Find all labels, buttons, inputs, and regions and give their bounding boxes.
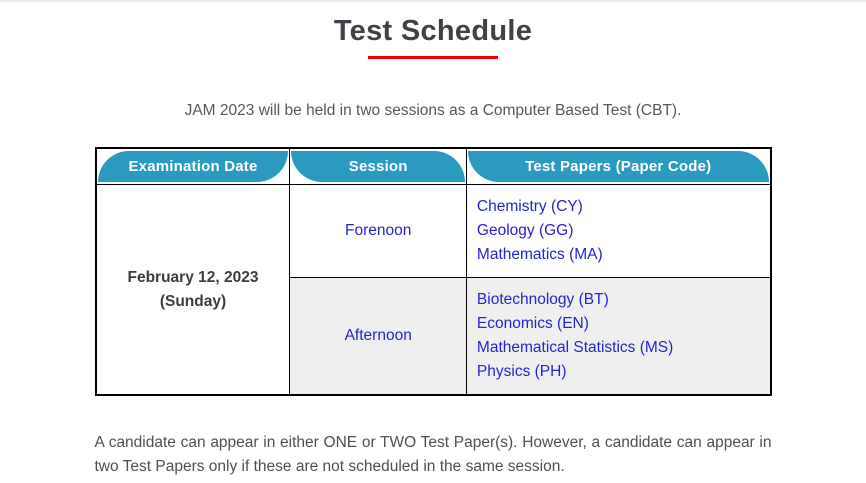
- papers-cell-forenoon: [466, 185, 770, 278]
- schedule-table-header: [96, 148, 771, 185]
- paper-item: Mathematical Statistics (MS): [476, 339, 674, 356]
- header-cell-session: [290, 148, 466, 185]
- schedule-table: [95, 147, 772, 396]
- paper-item: Economics (EN): [476, 315, 589, 332]
- table-row-forenoon: [96, 185, 771, 278]
- header-tab-test-papers: Test Papers (Paper Code): [468, 151, 769, 182]
- paper-item: Physics (PH): [476, 363, 567, 380]
- paper-item: Biotechnology (BT): [476, 291, 609, 308]
- test-schedule-page: [95, 15, 772, 479]
- title-underline: [368, 56, 498, 59]
- header-cell-examination-date: [96, 148, 290, 185]
- paper-item: Geology (GG): [476, 222, 574, 239]
- papers-cell-afternoon: [466, 278, 770, 396]
- paper-item: Mathematics (MA): [476, 246, 603, 263]
- intro-text: JAM 2023 will be held in two sessions as a Computer Based Test (CBT).: [184, 102, 682, 119]
- page-title: Test Schedule: [333, 15, 533, 47]
- examination-date-cell: [96, 185, 290, 396]
- header-cell-test-papers: [466, 148, 770, 185]
- session-cell-forenoon: Forenoon: [290, 185, 466, 278]
- footnote-text: A candidate can appear in either ONE or TWO Test Paper(s). However, a candidate can appear in two Test Papers only if these are not scheduled in the same session.: [94, 434, 772, 475]
- session-cell-afternoon: Afternoon: [290, 278, 466, 396]
- examination-date-line2: (Sunday): [159, 292, 227, 310]
- header-tab-session: Session: [291, 151, 464, 182]
- examination-date-line1: February 12, 2023: [127, 268, 259, 286]
- paper-item: Chemistry (CY): [476, 198, 583, 215]
- header-tab-examination-date: Examination Date: [98, 151, 289, 182]
